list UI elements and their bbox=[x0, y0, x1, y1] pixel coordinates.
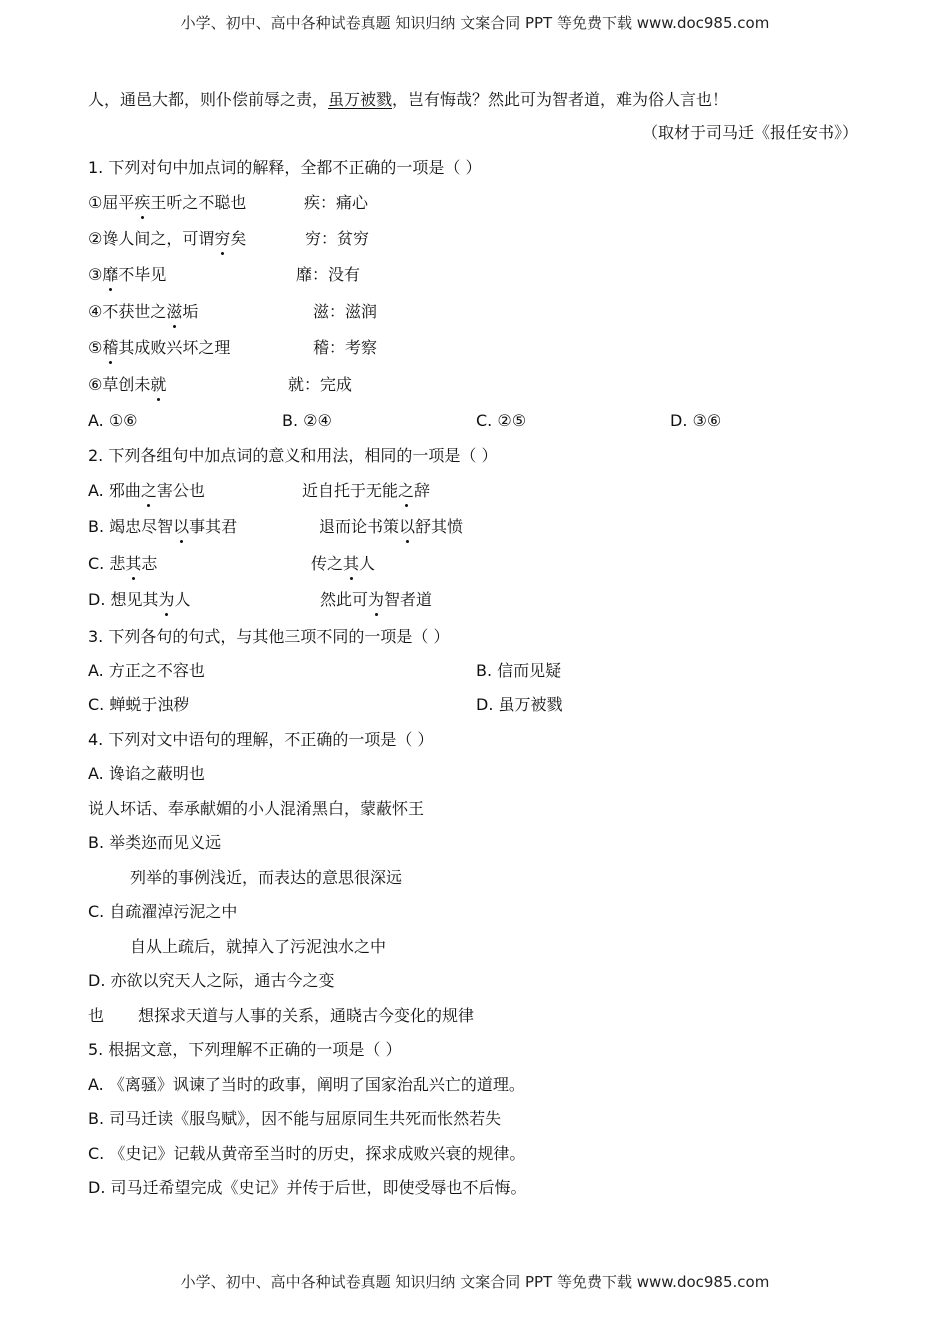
dotted-word: 以 bbox=[399, 517, 416, 536]
q1-gloss-3: 靡：没有 bbox=[296, 265, 361, 284]
q2-option-b[interactable]: B. 竭忠尽智以事其君 bbox=[88, 517, 238, 536]
q1-option-a[interactable]: A. ①⑥ bbox=[88, 411, 138, 430]
dotted-word: 其 bbox=[343, 554, 360, 573]
q3-option-a[interactable]: A. 方正之不容也 bbox=[88, 661, 205, 680]
q1-item-4: ④不获世之滋垢 bbox=[88, 302, 199, 321]
q2-option-c[interactable]: C. 悲其志 bbox=[88, 554, 158, 573]
passage-text: 人，通邑大都，则仆偿前辱之责， bbox=[88, 90, 329, 109]
q2-option-d[interactable]: D. 想见其为人 bbox=[88, 590, 191, 609]
q1-option-b[interactable]: B. ②④ bbox=[282, 411, 332, 430]
q4-option-b-explanation: 列举的事例浅近，而表达的意思很深远 bbox=[130, 868, 403, 887]
dotted-word: 为 bbox=[158, 590, 175, 609]
q3-option-b[interactable]: B. 信而见疑 bbox=[476, 661, 562, 680]
q4-option-d-explanation: 想探求天道与人事的关系，通晓古今变化的规律 bbox=[138, 1006, 475, 1025]
q3-option-d[interactable]: D. 虽万被戮 bbox=[476, 695, 563, 714]
question-1-stem: 1. 下列对句中加点词的解释，全都不正确的一项是（ ） bbox=[88, 158, 482, 177]
q5-option-d[interactable]: D. 司马迁希望完成《史记》并传于后世，即使受辱也不后悔。 bbox=[88, 1178, 527, 1197]
q5-option-b[interactable]: B. 司马迁读《服鸟赋》，因不能与屈原同生共死而怅然若失 bbox=[88, 1109, 502, 1128]
q1-item-3: ③靡不毕见 bbox=[88, 265, 167, 284]
q4-option-c[interactable]: C. 自疏濯淖污泥之中 bbox=[88, 902, 238, 921]
passage-text: ，岂有悔哉？然此可为智者道，难为俗人言也！ bbox=[392, 90, 729, 109]
passage-source: （取材于司马迁《报任安书》） bbox=[641, 123, 858, 142]
question-3-stem: 3. 下列各句的句式，与其他三项不同的一项是（ ） bbox=[88, 627, 450, 646]
page-footer: 小学、初中、高中各种试卷真题 知识归纳 文案合同 PPT 等免费下载 www.doc985.com bbox=[180, 1273, 770, 1291]
q5-option-c[interactable]: C. 《史记》记载从黄帝至当时的历史，探求成败兴衰的规律。 bbox=[88, 1144, 526, 1163]
question-4-stem: 4. 下列对文中语句的理解，不正确的一项是（ ） bbox=[88, 730, 434, 749]
q1-item-1: ①屈平疾王听之不聪也 bbox=[88, 193, 247, 212]
dotted-word: 以 bbox=[173, 517, 190, 536]
q2-option-a-pair: 近自托于无能之辞 bbox=[302, 481, 431, 500]
q4-option-a-explanation: 说人坏话、奉承献媚的小人混淆黑白，蒙蔽怀王 bbox=[88, 799, 425, 818]
q1-item-2: ②谗人间之，可谓穷矣 bbox=[88, 229, 247, 248]
dotted-word: 之 bbox=[398, 481, 415, 500]
dotted-word: 稽 bbox=[102, 338, 119, 357]
q3-option-c[interactable]: C. 蝉蜕于浊秽 bbox=[88, 695, 190, 714]
q4-option-b[interactable]: B. 举类迩而见义远 bbox=[88, 833, 222, 852]
q1-gloss-5: 稽：考察 bbox=[313, 338, 378, 357]
underlined-phrase: 虽万被戮 bbox=[328, 90, 393, 109]
q1-gloss-6: 就：完成 bbox=[288, 375, 353, 394]
dotted-word: 靡 bbox=[102, 265, 119, 284]
q2-option-d-pair: 然此可为智者道 bbox=[320, 590, 433, 609]
dotted-word: 就 bbox=[150, 375, 167, 394]
q4-option-d[interactable]: D. 亦欲以究天人之际，通古今之变 bbox=[88, 971, 335, 990]
q4-option-a[interactable]: A. 谗谄之蔽明也 bbox=[88, 764, 205, 783]
q1-option-d[interactable]: D. ③⑥ bbox=[670, 411, 722, 430]
q2-option-a[interactable]: A. 邪曲之害公也 bbox=[88, 481, 205, 500]
q1-gloss-2: 穷：贫穷 bbox=[305, 229, 370, 248]
page-header: 小学、初中、高中各种试卷真题 知识归纳 文案合同 PPT 等免费下载 www.doc985.com bbox=[180, 14, 770, 32]
dotted-word: 穷 bbox=[214, 229, 231, 248]
question-2-stem: 2. 下列各组句中加点词的意义和用法，相同的一项是（ ） bbox=[88, 446, 498, 465]
question-5-stem: 5. 根据文意，下列理解不正确的一项是（ ） bbox=[88, 1040, 402, 1059]
dotted-word: 之 bbox=[140, 481, 157, 500]
passage-line bbox=[88, 89, 728, 111]
q1-item-6: ⑥草创未就 bbox=[88, 375, 167, 394]
q1-option-c[interactable]: C. ②⑤ bbox=[476, 411, 527, 430]
q5-option-a[interactable]: A. 《离骚》讽谏了当时的政事，阐明了国家治乱兴亡的道理。 bbox=[88, 1075, 525, 1094]
dotted-word: 为 bbox=[368, 590, 385, 609]
q4-option-d-tail: 也 bbox=[88, 1006, 105, 1025]
q1-gloss-4: 滋：滋润 bbox=[313, 302, 378, 321]
q4-option-c-explanation: 自从上疏后，就掉入了污泥浊水之中 bbox=[130, 937, 387, 956]
dotted-word: 滋 bbox=[166, 302, 183, 321]
dotted-word: 其 bbox=[125, 554, 142, 573]
dotted-word: 疾 bbox=[134, 193, 151, 212]
q1-gloss-1: 疾：痛心 bbox=[304, 193, 369, 212]
q2-option-b-pair: 退而论书策以舒其愤 bbox=[319, 517, 464, 536]
q1-item-5: ⑤稽其成败兴坏之理 bbox=[88, 338, 231, 357]
q2-option-c-pair: 传之其人 bbox=[311, 554, 376, 573]
